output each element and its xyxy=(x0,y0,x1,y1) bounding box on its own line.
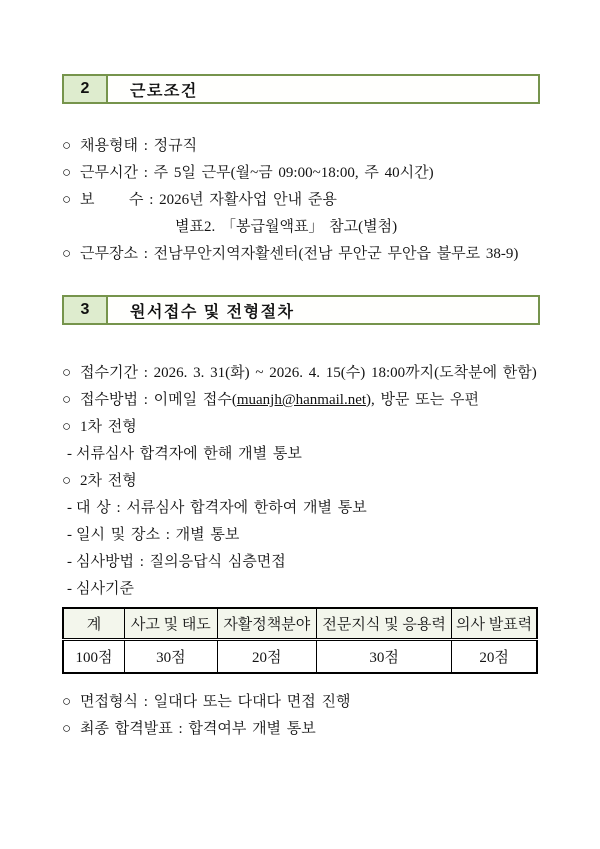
item-text: 근무시간 : 주 5일 근무(월~금 09:00~18:00, 주 40시간) xyxy=(80,165,434,181)
section-3-list xyxy=(62,360,540,603)
bullet-marker: ○ xyxy=(62,419,72,435)
item-text-prefix: 접수방법 : 이메일 접수( xyxy=(80,392,237,408)
item-text xyxy=(80,387,540,414)
list-item xyxy=(62,716,540,743)
bullet-marker: ○ xyxy=(62,365,72,381)
list-item xyxy=(62,495,540,522)
bullet-marker: ○ xyxy=(62,473,72,489)
item-text: 대 상 : 서류심사 합격자에 한하여 개별 통보 xyxy=(76,500,367,516)
list-item xyxy=(62,387,540,414)
criteria-table xyxy=(62,607,538,674)
dash-marker: - xyxy=(67,446,72,462)
list-item xyxy=(62,468,540,495)
bullet-marker xyxy=(62,214,80,241)
section-2-number: 2 xyxy=(64,76,108,102)
email-link[interactable]: muanjh@hanmail.net xyxy=(236,392,367,408)
bullet-marker: ○ xyxy=(62,721,72,737)
list-item xyxy=(62,133,540,160)
list-item xyxy=(62,241,540,268)
item-text-suffix: ), 방문 또는 우편 xyxy=(366,392,479,408)
bullet-marker: ○ xyxy=(62,246,72,262)
item-text: 채용형태 : 정규직 xyxy=(80,138,198,154)
criteria-value-cell: 20점 xyxy=(452,640,537,674)
dash-marker: - xyxy=(67,500,72,516)
item-text: 근무장소 : 전남무안지역자활센터(전남 무안군 무안읍 불무로 38-9) xyxy=(80,246,519,262)
bullet-marker: ○ xyxy=(62,392,72,408)
item-text: 심사기준 xyxy=(76,581,134,597)
list-item xyxy=(62,441,540,468)
list-item xyxy=(62,160,540,187)
criteria-value-cell: 30점 xyxy=(317,640,452,674)
item-text: 보 수 : 2026년 자활사업 안내 준용 xyxy=(80,192,337,208)
list-item xyxy=(62,187,540,214)
section-2-list xyxy=(62,133,540,268)
section-3-title: 원서접수 및 전형절차 xyxy=(130,303,295,321)
section-2-title: 근로조건 xyxy=(130,82,198,100)
list-item xyxy=(62,414,540,441)
item-text: 2차 전형 xyxy=(80,473,137,489)
section-3-header xyxy=(62,295,540,325)
list-item xyxy=(62,689,540,716)
list-item-continuation xyxy=(62,214,540,241)
section-3-footer-list xyxy=(62,689,540,743)
item-text: 별표2. 「봉급월액표」 참고(별첨) xyxy=(175,219,398,235)
item-text: 1차 전형 xyxy=(80,419,137,435)
item-text: 최종 합격발표 : 합격여부 개별 통보 xyxy=(80,721,316,737)
criteria-value-cell: 20점 xyxy=(217,640,317,674)
item-text: 심사방법 : 질의응답식 심층면접 xyxy=(76,554,286,570)
criteria-header-cell: 계 xyxy=(63,608,125,640)
item-text: 서류심사 합격자에 한해 개별 통보 xyxy=(76,446,302,462)
criteria-value-cell: 100점 xyxy=(63,640,125,674)
criteria-header-cell: 사고 및 태도 xyxy=(125,608,217,640)
criteria-header-row xyxy=(63,608,537,640)
bullet-marker: ○ xyxy=(62,138,72,154)
bullet-marker: ○ xyxy=(62,192,72,208)
dash-marker: - xyxy=(67,554,72,570)
list-item xyxy=(62,549,540,576)
list-item xyxy=(62,522,540,549)
item-text: 면접형식 : 일대다 또는 다대다 면접 진행 xyxy=(80,694,351,710)
criteria-header-cell: 자활정책분야 xyxy=(217,608,317,640)
criteria-header-cell: 전문지식 및 응용력 xyxy=(317,608,452,640)
dash-marker: - xyxy=(67,581,72,597)
item-text: 접수기간 : 2026. 3. 31(화) ~ 2026. 4. 15(수) 18:00까지(도착분에 한함) xyxy=(80,365,537,381)
section-3-number: 3 xyxy=(64,297,108,323)
list-item xyxy=(62,576,540,603)
list-item xyxy=(62,360,540,387)
dash-marker: - xyxy=(67,527,72,543)
bullet-marker: ○ xyxy=(62,694,72,710)
section-2-header xyxy=(62,74,540,104)
criteria-value-cell: 30점 xyxy=(125,640,217,674)
bullet-marker: ○ xyxy=(62,165,72,181)
criteria-value-row xyxy=(63,640,537,674)
criteria-header-cell: 의사 발표력 xyxy=(452,608,537,640)
item-text: 일시 및 장소 : 개별 통보 xyxy=(76,527,240,543)
